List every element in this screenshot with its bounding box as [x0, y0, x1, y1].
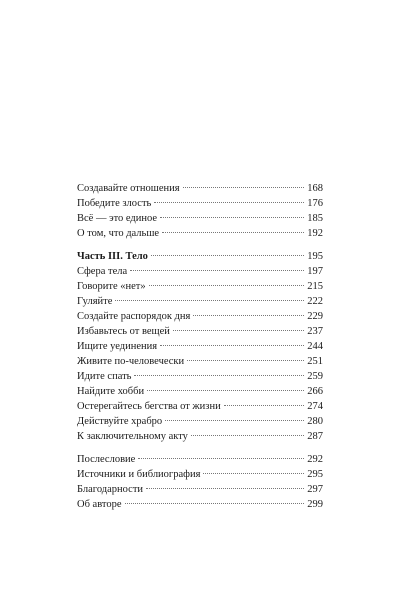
dot-leader [162, 232, 304, 233]
toc-entry-title: О том, что дальше [77, 228, 160, 239]
toc-entry-page: 222 [307, 296, 323, 307]
toc-entry-page: 295 [307, 469, 323, 480]
dot-leader [187, 360, 304, 361]
toc-entry [77, 339, 323, 354]
toc-part-title: Часть III. Тело [77, 251, 148, 262]
dot-leader [138, 458, 304, 459]
toc-entry-title: Всё — это единое [77, 213, 158, 224]
toc-entry-page: 280 [307, 416, 323, 427]
toc-entry-title: Сфера тела [77, 266, 128, 277]
toc-entry-title: Создавайте отношения [77, 183, 180, 194]
toc-entry-title: Об авторе [77, 499, 122, 510]
toc-entry-title: Послесловие [77, 454, 136, 465]
toc-entry-title: Создайте распорядок дня [77, 311, 191, 322]
toc-entry-page: 168 [307, 183, 323, 194]
toc-entry [77, 309, 323, 324]
toc-entry [77, 264, 323, 279]
toc-entry-title: Ищите уединения [77, 341, 158, 352]
toc-entry-title: Живите по-человечески [77, 356, 185, 367]
dot-leader [134, 375, 304, 376]
toc-entry-title: Идите спать [77, 371, 132, 382]
toc-entry [77, 429, 323, 444]
toc-entry-title: Благодарности [77, 484, 144, 495]
toc-entry [77, 497, 323, 512]
toc-entry [77, 279, 323, 294]
toc-entry [77, 384, 323, 399]
dot-leader [151, 255, 304, 256]
toc-entry [77, 452, 323, 467]
toc-entry [77, 399, 323, 414]
toc-entry-page: 185 [307, 213, 323, 224]
toc-entry-page: 259 [307, 371, 323, 382]
toc-entry [77, 196, 323, 211]
toc-entry-page: 292 [307, 454, 323, 465]
dot-leader [191, 435, 304, 436]
toc-entry-page: 192 [307, 228, 323, 239]
toc-entry [77, 414, 323, 429]
dot-leader [115, 300, 304, 301]
toc-entry-title: Найдите хобби [77, 386, 145, 397]
toc-entry [77, 226, 323, 241]
toc-entry-title: Гуляйте [77, 296, 113, 307]
toc-entry-title: Источники и библиография [77, 469, 201, 480]
table-of-contents [77, 181, 323, 512]
dot-leader [173, 330, 304, 331]
toc-entry-page: 251 [307, 356, 323, 367]
toc-entry [77, 482, 323, 497]
toc-entry-title: К заключительному акту [77, 431, 188, 442]
dot-leader [203, 473, 304, 474]
toc-group [77, 249, 323, 444]
toc-entry [77, 354, 323, 369]
dot-leader [149, 285, 305, 286]
toc-entry-page: 229 [307, 311, 323, 322]
dot-leader [147, 390, 304, 391]
toc-part-heading [77, 249, 323, 264]
toc-entry [77, 467, 323, 482]
toc-entry-page: 237 [307, 326, 323, 337]
dot-leader [165, 420, 304, 421]
dot-leader [160, 217, 304, 218]
toc-entry-page: 297 [307, 484, 323, 495]
toc-entry-title: Остерегайтесь бегства от жизни [77, 401, 221, 412]
dot-leader [154, 202, 304, 203]
toc-group [77, 452, 323, 512]
toc-entry-title: Победите злость [77, 198, 152, 209]
dot-leader [224, 405, 305, 406]
toc-entry-title: Действуйте храбро [77, 416, 163, 427]
toc-entry [77, 369, 323, 384]
dot-leader [125, 503, 305, 504]
toc-entry [77, 181, 323, 196]
dot-leader [193, 315, 304, 316]
toc-entry-title: Говорите «нет» [77, 281, 146, 292]
dot-leader [183, 187, 305, 188]
toc-entry-page: 274 [307, 401, 323, 412]
toc-entry-page: 244 [307, 341, 323, 352]
toc-entry [77, 324, 323, 339]
toc-entry [77, 294, 323, 309]
toc-entry [77, 211, 323, 226]
dot-leader [130, 270, 304, 271]
toc-entry-page: 195 [307, 251, 323, 262]
toc-entry-page: 215 [307, 281, 323, 292]
dot-leader [146, 488, 304, 489]
toc-entry-page: 287 [307, 431, 323, 442]
toc-entry-page: 176 [307, 198, 323, 209]
toc-entry-page: 197 [307, 266, 323, 277]
toc-entry-page: 266 [307, 386, 323, 397]
toc-entry-page: 299 [307, 499, 323, 510]
toc-entry-title: Избавьтесь от вещей [77, 326, 170, 337]
dot-leader [160, 345, 304, 346]
toc-group [77, 181, 323, 241]
